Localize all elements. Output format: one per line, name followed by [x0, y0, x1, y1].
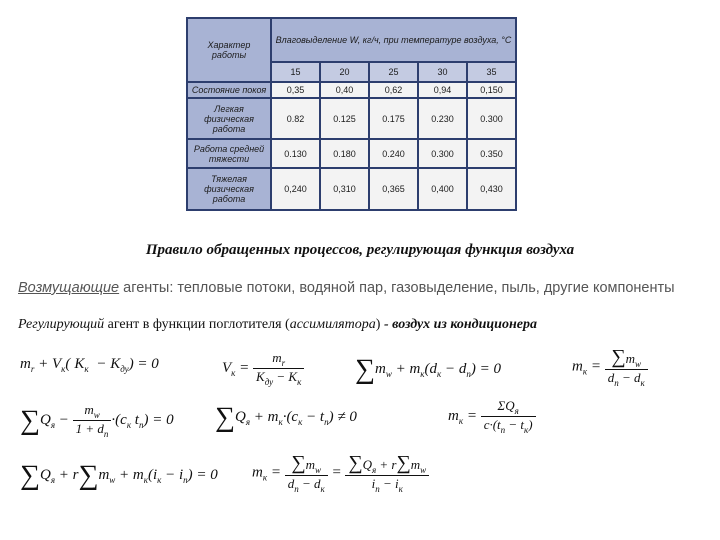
assimilator-term: ассимилятора: [289, 317, 376, 332]
table-cell: 0,430: [467, 168, 516, 210]
humidity-table: [186, 17, 517, 211]
table-cell: 0,240: [271, 168, 320, 210]
table-cell: 0.125: [320, 98, 369, 140]
temp-col-1: 15: [271, 62, 320, 82]
regulating-agent-term: Регулирующий: [18, 317, 105, 332]
formula-mass-combined: $m_к$ = $\frac{\sum m_w}{d_п - d_к}$ = $\frac{\sum Q_я + r\sum m_w}{i_п - i_к}$: [252, 452, 429, 494]
formula-moisture-balance: $\sum m_w + m_к(d_к - d_п) = 0$: [355, 354, 501, 385]
regulating-agent-line: [18, 317, 537, 333]
regulating-agent-text: агент в функции поглотителя (: [104, 317, 290, 332]
table-cell: 0,35: [271, 82, 320, 98]
header-work-type: Характер работы: [187, 18, 271, 82]
formula-mass-heat: $m_к$ = $\frac{\Sigma Q_я}{c\cdot(t_п - t_к)}$: [448, 398, 536, 435]
table-cell: 0,62: [369, 82, 418, 98]
table-row: [187, 98, 516, 140]
table-cell: 0.180: [320, 139, 369, 168]
disturbing-agents-term: Возмущающие: [18, 280, 120, 296]
table-cell: 0.300: [418, 139, 467, 168]
formula-enthalpy-balance: $\sum Q_я + r\sum m_w + m_к(i_к - i_п) = 0$: [20, 460, 218, 491]
table-cell: 0,310: [320, 168, 369, 210]
table-cell: 0.350: [467, 139, 516, 168]
humidity-table-container: [186, 17, 517, 211]
formula-heat-balance-2: $\sum Q_я + m_к\cdot(c_к - t_п) \ne 0$: [215, 402, 357, 433]
table-cell: 0,365: [369, 168, 418, 210]
row-label: Тяжелая физическая работа: [187, 168, 271, 210]
table-row: [187, 168, 516, 210]
header-humidity-group: Влаговыделение W, кг/ч, при температуре воздуха, °С: [271, 18, 516, 62]
formula-gas-balance: $m_r + V_к$( $K_к - K_{ду}) = 0$: [20, 356, 159, 374]
table-cell: 0.230: [418, 98, 467, 140]
table-cell: 0.130: [271, 139, 320, 168]
table-row: [187, 139, 516, 168]
table-cell: 0.240: [369, 139, 418, 168]
table-cell: 0.82: [271, 98, 320, 140]
table-cell: 0,40: [320, 82, 369, 98]
table-cell: 0.175: [369, 98, 418, 140]
temp-col-5: 35: [467, 62, 516, 82]
formula-heat-balance-1: $\sum Q_я$ − $\frac{m_w}{1 + d_п}$ $\cdot(c_к$ $t_п) = 0$: [20, 402, 174, 439]
temp-col-3: 25: [369, 62, 418, 82]
temp-col-2: 20: [320, 62, 369, 82]
table-cell: 0.300: [467, 98, 516, 140]
row-label: Работа средней тяжести: [187, 139, 271, 168]
formula-mass-moisture: $m_к$ = $\frac{\sum m_w}{d_п - d_к}$: [572, 346, 648, 388]
air-conditioner-text: - воздух из кондиционера: [380, 317, 537, 332]
table-header-row: [187, 18, 516, 62]
table-cell: 0,150: [467, 82, 516, 98]
disturbing-agents-line: [18, 280, 675, 296]
formula-volume: $V_к$ = $\frac{m_r}{K_{ду} - K_к}$: [222, 350, 304, 387]
page-title: Правило обращенных процессов, регулирующая функция воздуха: [145, 242, 575, 258]
table-cell: 0,400: [418, 168, 467, 210]
temp-col-4: 30: [418, 62, 467, 82]
table-row: [187, 82, 516, 98]
table-cell: 0,94: [418, 82, 467, 98]
row-label: Легкая физическая работа: [187, 98, 271, 140]
row-label: Состояние покоя: [187, 82, 271, 98]
regulating-agent-close: ): [375, 317, 381, 332]
disturbing-agents-text: агенты: тепловые потоки, водяной пар, газовыделение, пыль, другие компоненты: [119, 280, 675, 296]
